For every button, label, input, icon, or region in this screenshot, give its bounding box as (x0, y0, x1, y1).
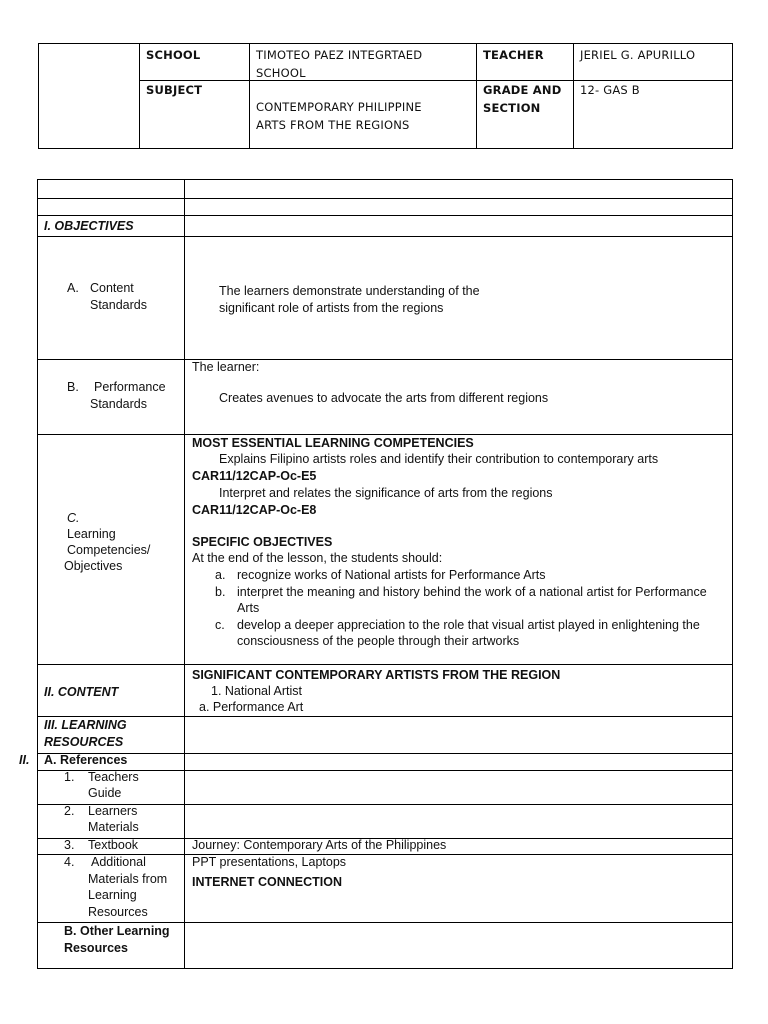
competencies-label: Learning (67, 527, 116, 541)
additional-materials-label: Additional (91, 855, 146, 869)
competencies-letter: C. (67, 511, 80, 525)
row-divider (38, 716, 732, 717)
header-divider (573, 44, 574, 148)
row-divider (38, 198, 732, 199)
performance-intro: The learner: (192, 360, 260, 374)
objective-item-cont: consciousness of the people through their artworks (237, 634, 520, 648)
learners-materials-label: Learners (88, 804, 138, 818)
subject-label: SUBJECT (146, 83, 203, 97)
resources-heading-cont: RESOURCES (44, 735, 124, 749)
teachers-guide-label: Teachers (88, 770, 139, 784)
row-divider (38, 664, 732, 665)
learners-materials-number: 2. (64, 804, 75, 818)
grade-value: 12- GAS B (580, 83, 640, 97)
additional-materials-label-cont: Materials from (88, 872, 168, 886)
specific-objectives-heading: SPECIFIC OBJECTIVES (192, 535, 333, 549)
row-divider (38, 359, 732, 360)
column-divider (184, 180, 185, 968)
content-standards-label-cont: Standards (90, 298, 147, 312)
objective-marker: a. (215, 568, 226, 582)
textbook-label: Textbook (88, 838, 139, 852)
header-divider (476, 44, 477, 148)
melc-heading: MOST ESSENTIAL LEARNING COMPETENCIES (192, 436, 474, 450)
content-heading: II. CONTENT (44, 685, 119, 699)
objective-item: recognize works of National artists for Performance Arts (237, 568, 546, 582)
grade-label-cont: SECTION (483, 101, 541, 115)
school-label: SCHOOL (146, 48, 201, 62)
content-title: SIGNIFICANT CONTEMPORARY ARTISTS FROM THE REGION (192, 668, 561, 682)
objectives-heading: I. OBJECTIVES (44, 219, 134, 233)
school-value-cont: SCHOOL (256, 66, 306, 80)
margin-marker: II. (19, 753, 30, 767)
performance-standards-label-cont: Standards (90, 397, 147, 411)
teachers-guide-number: 1. (64, 770, 75, 784)
content-standards-label: Content (90, 281, 134, 295)
competencies-label-cont: Competencies/ (67, 543, 151, 557)
additional-materials-value: INTERNET CONNECTION (192, 875, 342, 889)
melc-code: CAR11/12CAP-Oc-E8 (192, 503, 317, 517)
school-value: TIMOTEO PAEZ INTEGRTAED (256, 48, 423, 62)
performance-standards-text: Creates avenues to advocate the arts from different regions (219, 391, 549, 405)
header-divider (139, 80, 732, 81)
additional-materials-label-cont: Learning (88, 888, 137, 902)
content-standards-text-cont: significant role of artists from the regions (219, 301, 444, 315)
row-divider (38, 804, 732, 805)
grade-label: GRADE AND (483, 83, 562, 97)
specific-objectives-intro: At the end of the lesson, the students should: (192, 551, 443, 565)
textbook-value: Journey: Contemporary Arts of the Philippines (192, 838, 447, 852)
additional-materials-label-cont: Resources (88, 905, 148, 919)
row-divider (38, 753, 732, 754)
row-divider (38, 215, 732, 216)
content-line: 1. National Artist (211, 684, 303, 698)
melc-item: Explains Filipino artists roles and identify their contribution to contemporary arts (219, 452, 659, 466)
objective-item: interpret the meaning and history behind the work of a national artist for Performance (237, 585, 707, 599)
melc-item: Interpret and relates the significance of arts from the regions (219, 486, 553, 500)
objective-marker: c. (215, 618, 225, 632)
header-divider (139, 44, 140, 148)
learners-materials-label-cont: Materials (88, 820, 139, 834)
competencies-label-cont2: Objectives (64, 559, 123, 573)
teacher-value: JERIEL G. APURILLO (580, 48, 696, 62)
performance-standards-label: Performance (94, 380, 166, 394)
resources-heading: III. LEARNING (44, 718, 127, 732)
performance-standards-letter: B. (67, 380, 79, 394)
objective-item-cont: Arts (237, 601, 260, 615)
references-label: A. References (44, 753, 128, 767)
header-divider (249, 44, 250, 148)
content-standards-letter: A. (67, 281, 79, 295)
content-line: a. Performance Art (199, 700, 304, 714)
content-standards-text: The learners demonstrate understanding of the (219, 284, 480, 298)
objective-item: develop a deeper appreciation to the role that visual artist played in enlightening the (237, 618, 700, 632)
subject-value: CONTEMPORARY PHILIPPINE (256, 100, 422, 114)
textbook-number: 3. (64, 838, 75, 852)
melc-code: CAR11/12CAP-Oc-E5 (192, 469, 317, 483)
other-resources-label-cont: Resources (64, 941, 128, 955)
row-divider (38, 236, 732, 237)
row-divider (38, 770, 732, 771)
objective-marker: b. (215, 585, 226, 599)
teachers-guide-label-cont: Guide (88, 786, 122, 800)
additional-materials-value: PPT presentations, Laptops (192, 855, 347, 869)
subject-value-cont: ARTS FROM THE REGIONS (256, 118, 410, 132)
additional-materials-number: 4. (64, 855, 75, 869)
teacher-label: TEACHER (483, 48, 544, 62)
header-table (38, 43, 733, 149)
other-resources-label: B. Other Learning (64, 924, 170, 938)
